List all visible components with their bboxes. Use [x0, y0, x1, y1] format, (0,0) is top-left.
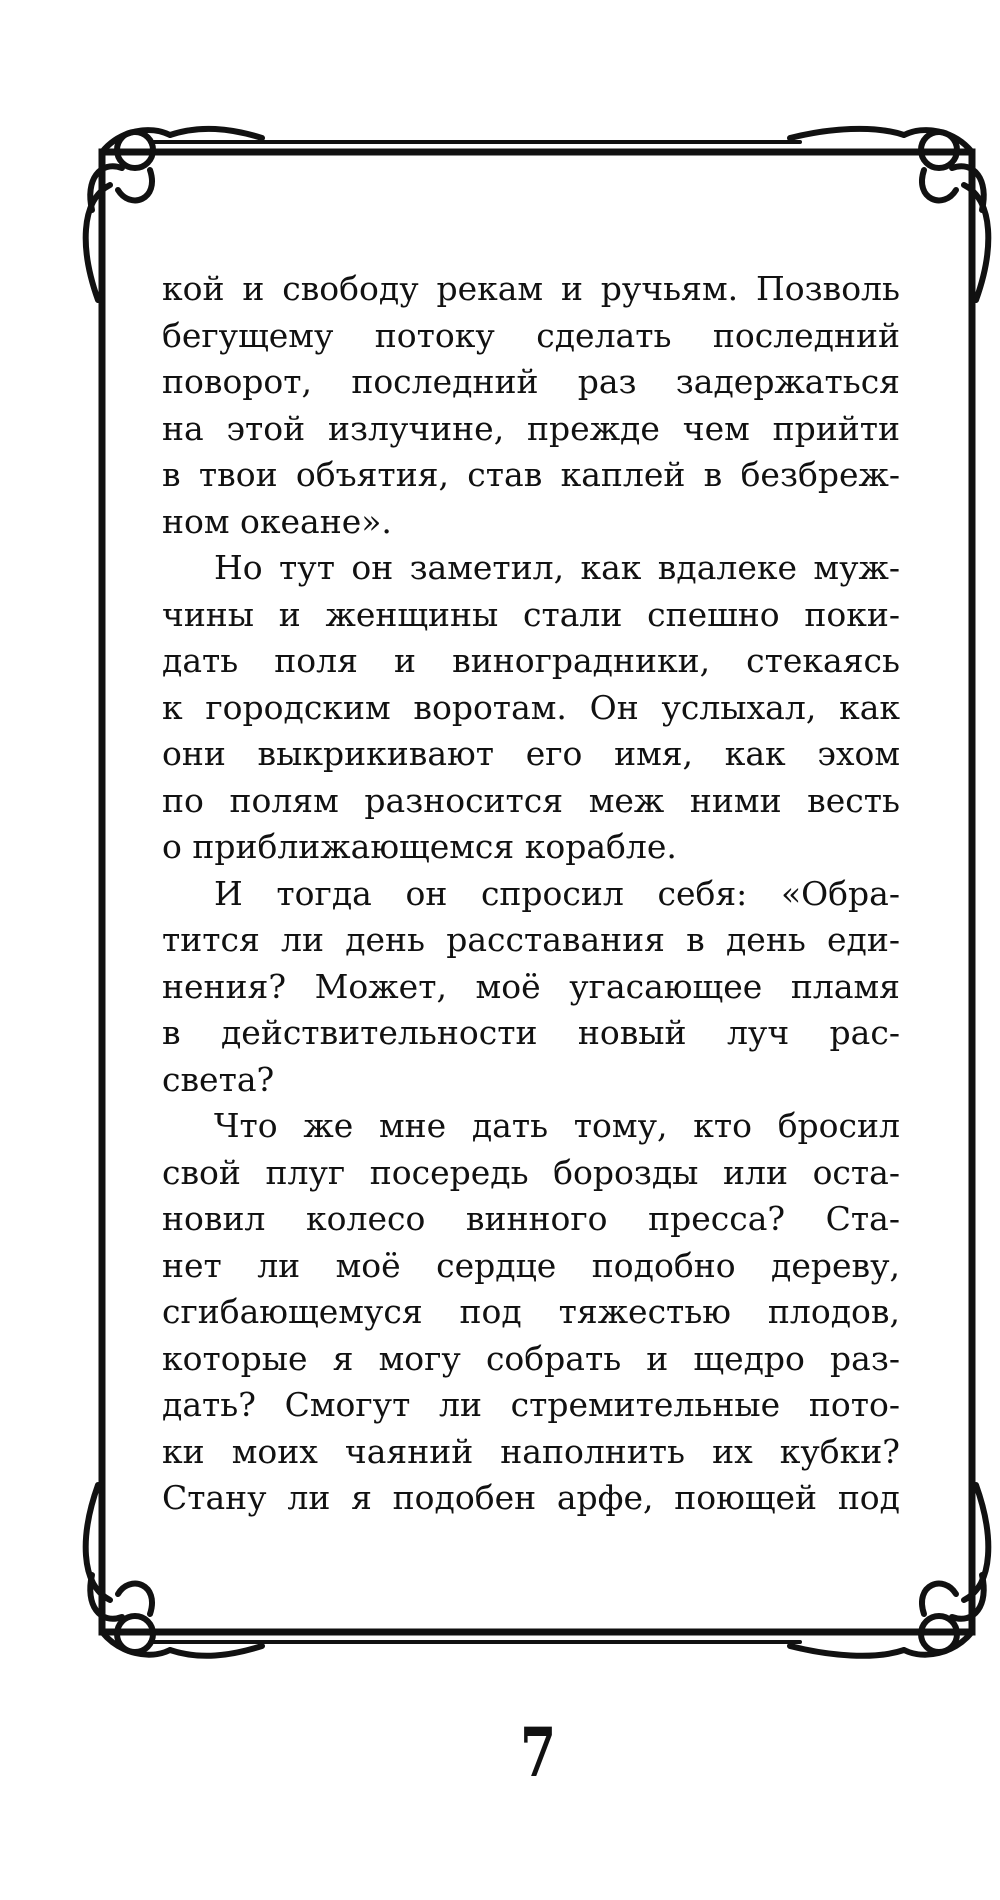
text-line: по полям разносится меж ними весть: [162, 780, 900, 820]
text-line: Что же мне дать тому, кто бросил: [214, 1106, 900, 1145]
text-line: Стану ли я подобен арфе, поющей под: [162, 1478, 900, 1517]
text-line: дать поля и виноградники, стекаясь: [162, 641, 900, 680]
text-line: ки моих чаяний наполнить их кубки?: [162, 1431, 900, 1471]
text-line: нения? Может, моё угасающее пламя: [162, 966, 900, 1006]
text-line: к городским воротам. Он услыхал, как: [162, 687, 900, 727]
body-text: [162, 266, 900, 1522]
text-line: чины и женщины стали спешно поки-: [162, 594, 900, 634]
text-line: дать? Смогут ли стремительные пото-: [162, 1385, 900, 1424]
text-line: нет ли моё сердце подобно дереву,: [162, 1245, 900, 1285]
text-line: кой и свободу рекам и ручьям. Позволь: [162, 269, 900, 308]
text-line: света?: [162, 1059, 275, 1099]
text-line: которые я могу собрать и щедро раз-: [162, 1338, 900, 1378]
text-line: новил колесо винного пресса? Ста-: [162, 1199, 900, 1238]
text-line: бегущему потоку сделать последний: [162, 315, 900, 355]
text-line: сгибающемуся под тяжестью плодов,: [162, 1292, 900, 1331]
text-line: поворот, последний раз задержаться: [162, 362, 900, 401]
text-line: ном океане».: [162, 501, 392, 541]
text-line: свой плуг посередь борозды или оста-: [162, 1152, 900, 1192]
page-number: 7: [520, 1713, 557, 1793]
text-line: тится ли день расставания в день еди-: [162, 920, 900, 959]
text-line: они выкрикивают его имя, как эхом: [162, 734, 900, 773]
text-line: И тогда он спросил себя: «Обра-: [214, 873, 900, 913]
text-line: Но тут он заметил, как вдалеке муж-: [214, 548, 900, 587]
text-line: в действительности новый луч рас-: [162, 1013, 900, 1052]
text-line: в твои объятия, став каплей в безбреж-: [162, 455, 900, 494]
text-line: о приближающемся корабле.: [162, 827, 677, 866]
text-line: на этой излучине, прежде чем прийти: [162, 408, 900, 448]
